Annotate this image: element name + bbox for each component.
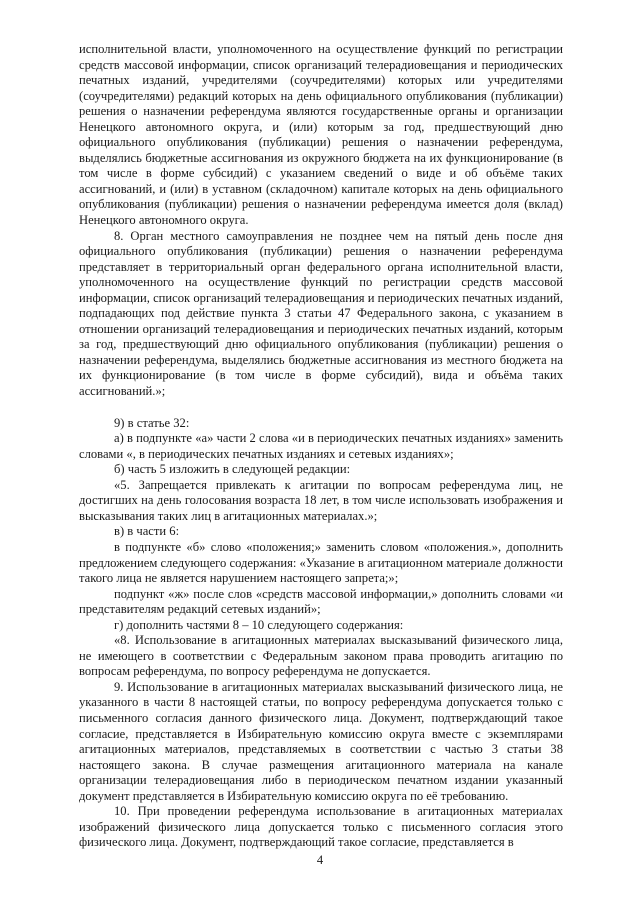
paragraph-sub-g: г) дополнить частями 8 – 10 следующего содержания: <box>114 617 404 632</box>
paragraph-gap <box>79 400 563 416</box>
paragraph-item-9-heading: 9) в статье 32: <box>114 415 190 430</box>
paragraph-subpoint-b: в подпункте «б» слово «положения;» заменить словом «положения.», дополнить предложением следующего содержания: «Указание в агитационном материале должности такого лица не является нарушением настоящего запрета;»; <box>79 539 563 586</box>
paragraph-sub-b: б) часть 5 изложить в следующей редакции: <box>114 462 351 477</box>
page-number: 4 <box>316 853 324 867</box>
paragraph-continuation: исполнительной власти, уполномоченного на осуществление функций по регистрации средств массовой информации, список организаций телерадиовещания и периодических печатных изданий, учредителями (соучредителями) которых или учредителями (соучредителями) редакций которых на день официального опубликования (публикации) решения о назначении референдума являются государственные органы и организации Ненецкого автономного округа, и (или) которым за год, предшествующий дню официального опубликования (публикации) решения о назначении референдума, выделялись бюджетные ассигнования из окружного бюджета на их функционирование (в том числе в форме субсидий) с указанием сведений о виде и об объёме таких ассигнований, и (или) в уставном (складочном) капитале которых на день официального опубликования (публикации) решения о назначении референдума имеется доля (вклад) Ненецкого автономного округа. <box>79 42 563 228</box>
paragraph-part-8: «8. Использование в агитационных материалах высказываний физического лица, не имеющего в соответствии с Федеральным законом права проводить агитацию по вопросам референдума, по вопросу референдума не допускается. <box>79 633 563 679</box>
paragraph-sub-v: в) в части 6: <box>114 524 180 539</box>
paragraph-subpoint-zh: подпункт «ж» после слов «средств массовой информации,» дополнить словами «и представителям редакций сетевых изданий»; <box>79 586 563 617</box>
document-body <box>79 42 563 851</box>
paragraph-part-5: «5. Запрещается привлекать к агитации по вопросам референдума лиц, не достигших на день голосования возраста 18 лет, в том числе использовать изображения и высказывания таких лиц в агитационных материалах.»; <box>79 477 563 523</box>
paragraph-item-8: 8. Орган местного самоуправления не позднее чем на пятый день после дня официального опубликования (публикации) решения о назначении референдума представляет в территориальный орган федерального органа исполнительной власти, уполномоченного на осуществление функций по регистрации средств массовой информации, список организаций телерадиовещания и периодических печатных изданий, подпадающих под действие пункта 3 статьи 47 Федерального закона, с указанием в отношении организаций телерадиовещания и периодических печатных изданий, которым за год, предшествующий дню официального опубликования (публикации) решения о назначении референдума, выделялись бюджетные ассигнования из местного бюджета на их функционирование (в том числе в форме субсидий), вида и объёма таких ассигнований.»; <box>79 228 563 399</box>
paragraph-sub-a: а) в подпункте «а» части 2 слова «и в периодических печатных изданиях» заменить словами «, в периодических печатных изданиях и сетевых изданиях»; <box>79 431 563 461</box>
paragraph-part-10: 10. При проведении референдума использование в агитационных материалах изображений физического лица допускается только с письменного согласия этого физического лица. Документ, подтверждающий такое согласие, представляется в <box>79 804 563 850</box>
paragraph-part-9: 9. Использование в агитационных материалах высказываний физического лица, не указанного в части 8 настоящей статьи, по вопросу референдума допускается только с письменного согласия данного физического лица. Документ, подтверждающий такое согласие, представляется в Избирательную комиссию округа вместе с экземплярами агитационных материалов, представляемых в соответствии с частью 3 статьи 38 настоящего закона. В случае размещения агитационного материала на канале организации телерадиовещания либо в периодическом печатном издании указанный документ представляется в Избирательную комиссию округа по её требованию. <box>79 679 563 803</box>
